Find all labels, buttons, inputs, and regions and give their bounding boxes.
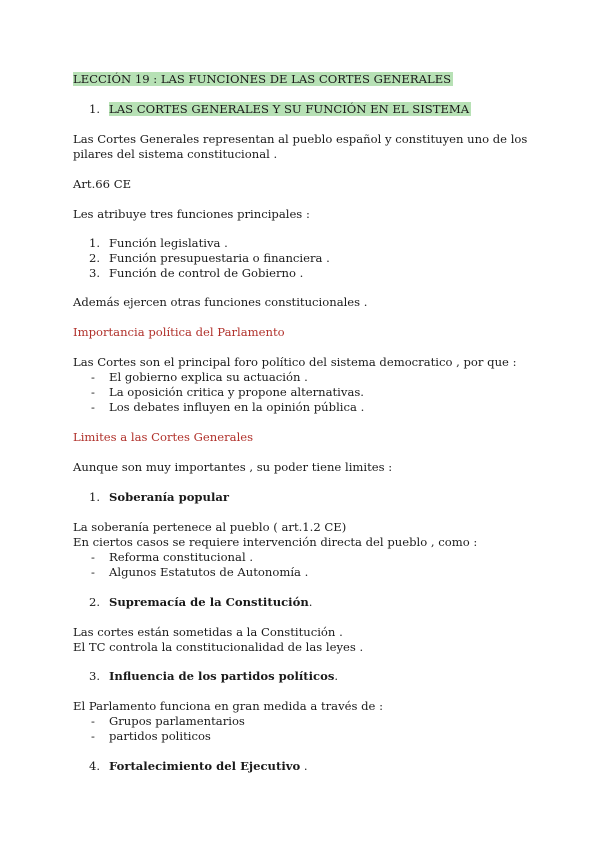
section-heading-highlight: LAS CORTES GENERALES Y SU FUNCIÓN EN EL SISTEMA bbox=[109, 102, 470, 116]
limit-number: 3. bbox=[89, 669, 101, 683]
importance-item: La oposición critica y propone alternativas. bbox=[109, 385, 364, 399]
function-item: Función legislativa . bbox=[109, 236, 228, 250]
limit-heading-tail: . bbox=[334, 669, 339, 683]
bullet-dash: - bbox=[91, 370, 95, 384]
limit2-body-line: Las cortes están sometidas a la Constitución . bbox=[73, 625, 343, 639]
limit-heading-tail: . bbox=[300, 759, 308, 773]
limit-heading-row bbox=[109, 759, 308, 774]
function-number: 3. bbox=[89, 266, 101, 280]
limit1-item: Reforma constitucional . bbox=[109, 550, 254, 564]
bullet-dash: - bbox=[91, 729, 95, 743]
limit-heading-row bbox=[109, 669, 338, 684]
limit-heading-row bbox=[109, 595, 312, 610]
importance-lead: Las Cortes son el principal foro político del sistema democratico , por que : bbox=[73, 355, 517, 369]
intro-line-1: Las Cortes Generales representan al pueblo español y constituyen uno de los bbox=[73, 132, 528, 146]
intro-line-2: pilares del sistema constitucional . bbox=[73, 147, 278, 161]
importance-heading: Importancia política del Parlamento bbox=[73, 325, 285, 339]
function-item: Función de control de Gobierno . bbox=[109, 266, 304, 280]
limit3-lead: El Parlamento funciona en gran medida a través de : bbox=[73, 699, 384, 713]
limit1-item: Algunos Estatutos de Autonomía . bbox=[109, 565, 309, 579]
section-number: 1. bbox=[89, 102, 101, 116]
bullet-dash: - bbox=[91, 714, 95, 728]
importance-item: Los debates influyen en la opinión pública . bbox=[109, 400, 365, 414]
limit-number: 2. bbox=[89, 595, 101, 609]
article-reference: Art.66 CE bbox=[73, 177, 132, 191]
function-item: Función presupuestaria o financiera . bbox=[109, 251, 330, 265]
section-heading bbox=[109, 102, 471, 117]
limits-heading: Limites a las Cortes Generales bbox=[73, 430, 254, 444]
limit1-body-line: La soberanía pertenece al pueblo ( art.1.2 CE) bbox=[73, 520, 347, 534]
limit-number: 4. bbox=[89, 759, 101, 773]
lesson-title bbox=[73, 72, 453, 87]
limit-heading: Soberanía popular bbox=[109, 490, 229, 504]
limit-number: 1. bbox=[89, 490, 101, 504]
bullet-dash: - bbox=[91, 400, 95, 414]
limit-heading-tail: . bbox=[308, 595, 313, 609]
limits-lead: Aunque son muy importantes , su poder tiene limites : bbox=[73, 460, 393, 474]
function-number: 2. bbox=[89, 251, 101, 265]
bullet-dash: - bbox=[91, 550, 95, 564]
limit-heading: Fortalecimiento del Ejecutivo bbox=[109, 759, 301, 773]
other-functions: Además ejercen otras funciones constitucionales . bbox=[73, 295, 368, 309]
lesson-title-highlight: LECCIÓN 19 : LAS FUNCIONES DE LAS CORTES GENERALES bbox=[73, 72, 452, 86]
limit2-body-line: El TC controla la constitucionalidad de las leyes . bbox=[73, 640, 364, 654]
limit3-item: Grupos parlamentarios bbox=[109, 714, 245, 728]
bullet-dash: - bbox=[91, 565, 95, 579]
limit3-item: partidos politicos bbox=[109, 729, 211, 743]
function-number: 1. bbox=[89, 236, 101, 250]
limit1-body-line: En ciertos casos se requiere intervención directa del pueblo , como : bbox=[73, 535, 478, 549]
functions-lead: Les atribuye tres funciones principales : bbox=[73, 207, 310, 221]
limit-heading: Supremacía de la Constitución bbox=[109, 595, 309, 609]
limit-heading: Influencia de los partidos políticos bbox=[109, 669, 335, 683]
importance-item: El gobierno explica su actuación . bbox=[109, 370, 308, 384]
bullet-dash: - bbox=[91, 385, 95, 399]
